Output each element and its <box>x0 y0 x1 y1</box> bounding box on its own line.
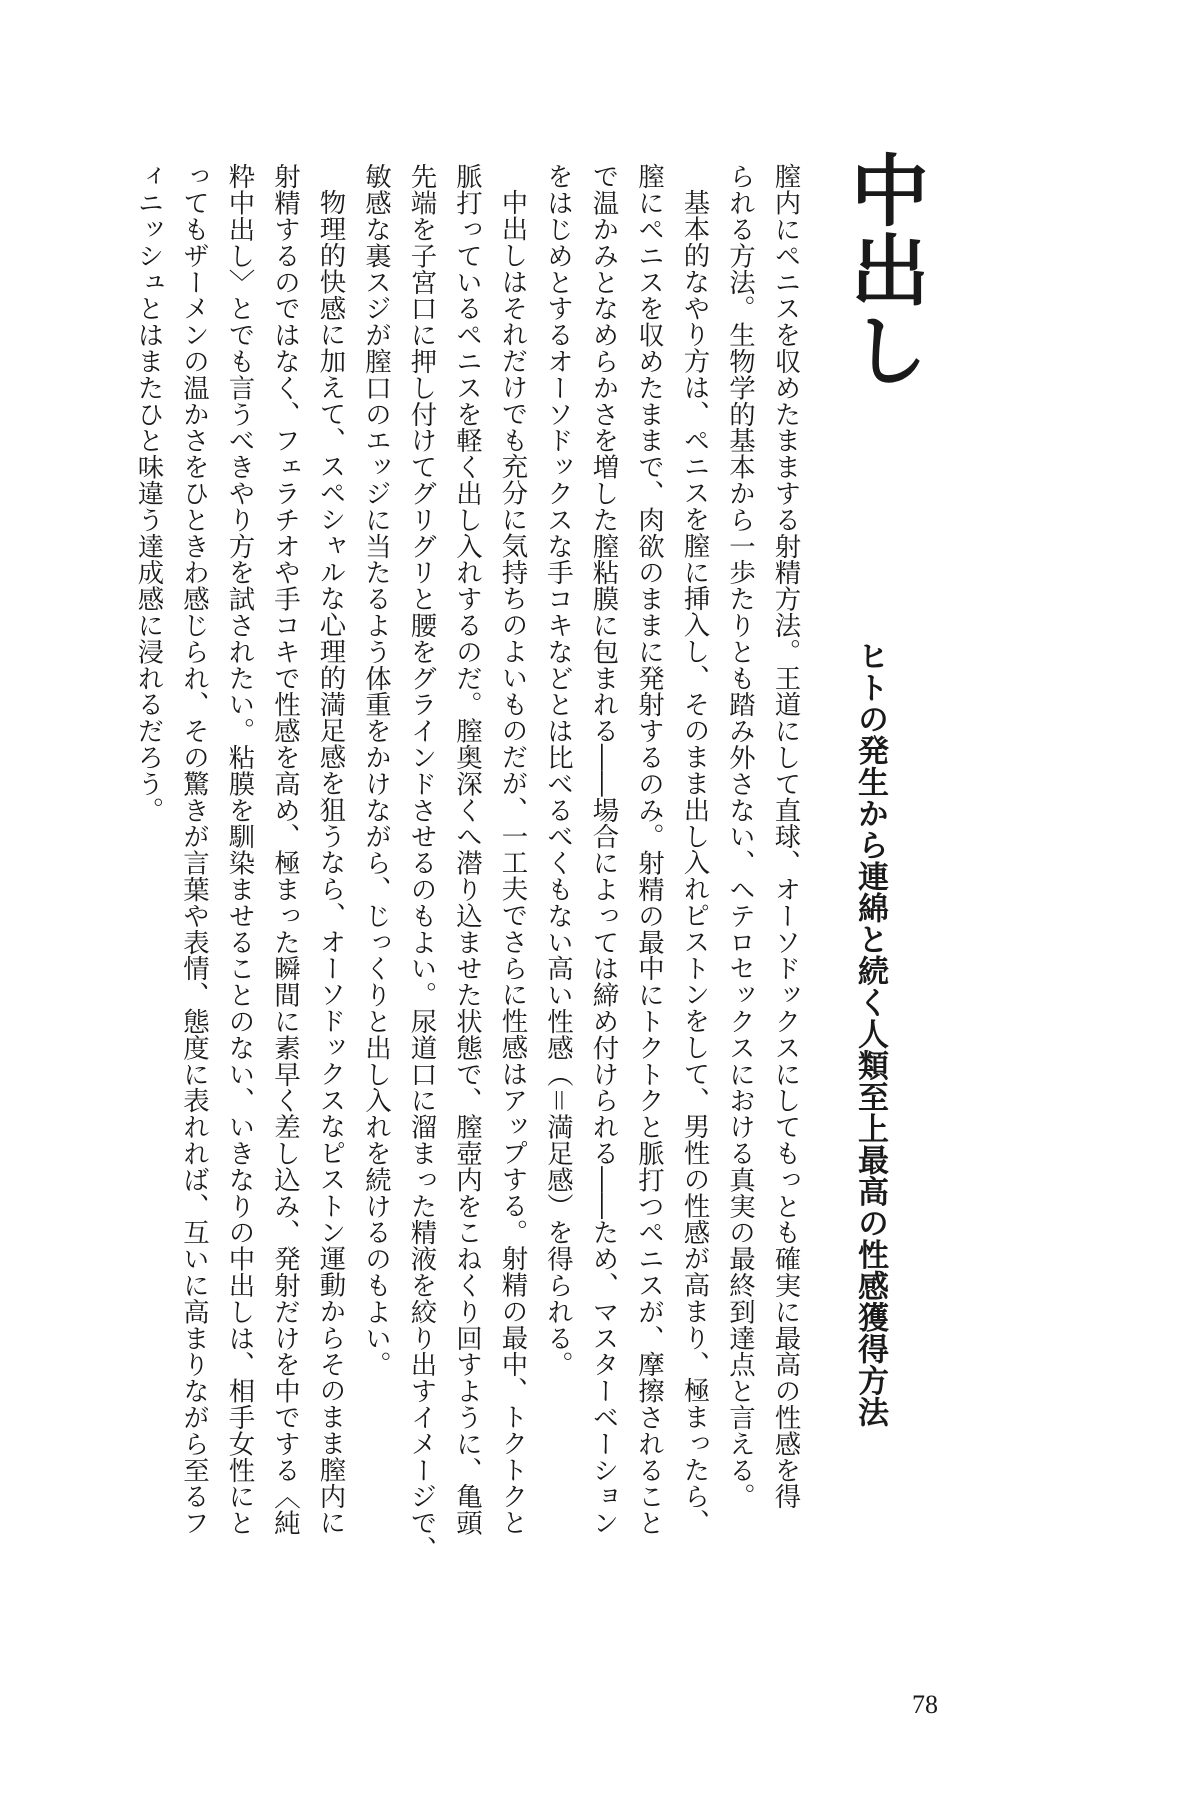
text-line: 脈打っているペニスを軽く出し入れするのだ。膣奥深くへ潜り込ませた状態で、膣壺内をこねくり回すように、亀頭 <box>451 163 483 1536</box>
page-title: 中出し <box>838 150 928 390</box>
text-line: 粋中出し〉とでも言うべきやり方を試されたい。粘膜を馴染ませることのない、いきなりの中出しは、相手女性にと <box>224 163 255 1536</box>
text-line: られる方法。生物学的基本から一歩たりとも踏み外さない、ヘテロセックスにおける真実の最終到達点と言える。 <box>724 163 756 1510</box>
text-line: 膣内にペニスを収めたままする射精方法。王道にして直球、オーソドックスにしてもっとも確実に最高の性感を得 <box>770 163 801 1510</box>
page-subtitle: ヒトの発生から連綿と続く人類至上最高の性感獲得方法 <box>852 640 888 1428</box>
text-line: 先端を子宮口に押し付けてグリグリと腰をグラインドさせるのもよい。尿道口に溜まった精液を絞り出すイメージで、 <box>406 163 437 1563</box>
text-line: 中出しはそれだけでも充分に気持ちのよいものだが、一工夫でさらに性感はアップする。射精の最中、トクトクと <box>497 189 528 1536</box>
text-line: 膣にペニスを収めたままで、肉欲のままに発射するのみ。射精の最中にトクトクと脈打つペニスが、摩擦されること <box>633 163 665 1536</box>
page-number: 78 <box>912 1690 938 1719</box>
text-line: ィニッシュとはまたひと味違う達成感に浸れるだろう。 <box>133 163 164 823</box>
text-line: 基本的なやり方は、ペニスを膣に挿入し、そのまま出し入れピストンをして、男性の性感が高まり、極まったら、 <box>679 189 710 1536</box>
text-line: 物理的快感に加えて、スペシャルな心理的満足感を狙うなら、オーソドックスなピストン運動からそのまま膣内に <box>315 189 346 1536</box>
text-line: ってもザーメンの温かさをひときわ感じられ、その驚きが言葉や表情、態度に表れれば、互いに高まりながら至るフ <box>178 163 210 1536</box>
text-line: 射精するのではなく、フェラチオや手コキで性感を高め、極まった瞬間に素早く差し込み、発射だけを中でする〈純 <box>269 163 301 1536</box>
text-line: 敏感な裏スジが膣口のエッジに当たるよう体重をかけながら、じっくりと出し入れを続けるのもよい。 <box>360 163 392 1378</box>
body-text <box>126 163 809 1563</box>
text-line: をはじめとするオーソドックスな手コキなどとは比べるべくもない高い性感（＝満足感）を得られる。 <box>542 163 574 1378</box>
text-line: で温かみとなめらかさを増した膣粘膜に包まれる――場合によっては締め付けられる――ため、マスターベーション <box>588 163 619 1536</box>
